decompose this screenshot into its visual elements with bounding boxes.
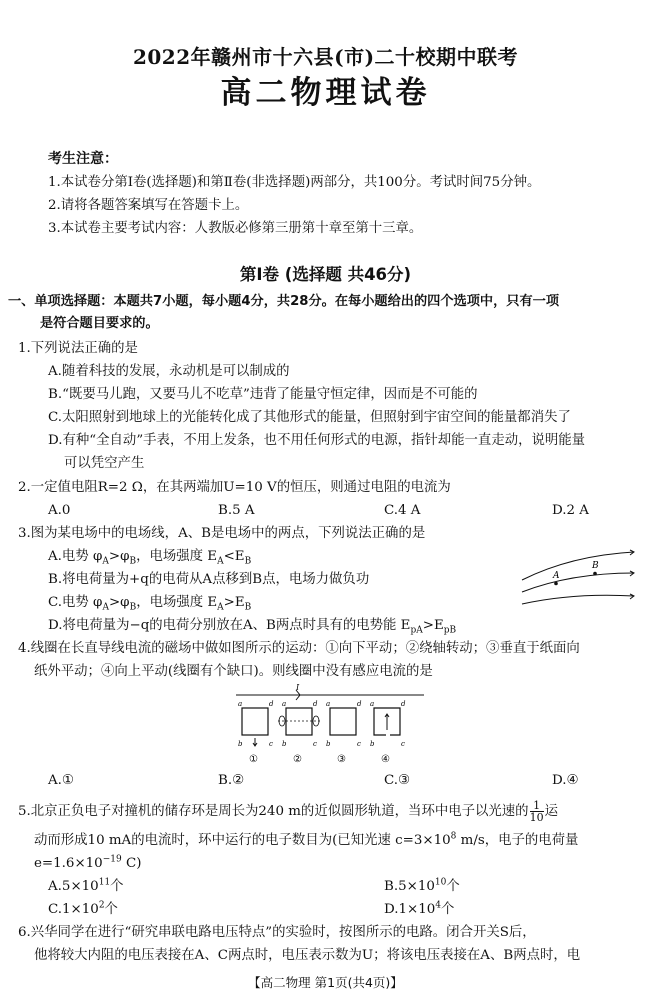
q1-option-a: A.随着科技的发展，永动机是可以制成的 <box>48 364 290 379</box>
q5-stem-line3: $e=1.6\times 10^{-19}$ C) <box>34 854 142 871</box>
notes-heading: 考生注意： <box>48 151 118 167</box>
note-item-1: 1.本试卷分第Ⅰ卷(选择题)和第Ⅱ卷(非选择题)两部分，共100分。考试时间75分钟。 <box>48 175 541 190</box>
note-item-2: 2.请将各题答案填写在答题卡上。 <box>48 198 249 213</box>
q3-stem: 3.图为某电场中的电场线，A、B是电场中的两点，下列说法正确的是 <box>18 526 426 541</box>
point-b-label: B <box>592 561 599 571</box>
svg-text:c: c <box>313 740 317 748</box>
svg-text:d: d <box>401 700 406 708</box>
svg-text:d: d <box>269 700 274 708</box>
svg-text:d: d <box>313 700 318 708</box>
q4-option-b: B.② <box>218 773 245 788</box>
exam-title: 2022年赣州市十六县(市)二十校期中联考 <box>132 45 519 69</box>
q5-option-b: $B.5\times 10^{10}$个 <box>384 877 460 894</box>
svg-text:a: a <box>370 700 375 708</box>
q1-option-d-cont: 可以凭空产生 <box>64 456 145 471</box>
q6-stem-line2: 他将较大内阻的电压表接在A、C两点时，电压表示数为U；将该电压表接在A、B两点时，电 <box>34 948 581 963</box>
q5-stem-line1: 5.北京正负电子对撞机的储存环是周长为240 m的近似圆形轨道，当环中电子以光速的 $\frac{1}{10}$ 运 <box>18 799 558 824</box>
part1-instruction-line1: 一、单项选择题：本题共7小题，每小题4分，共28分。在每小题给出的四个选项中，只有一项 <box>8 294 560 309</box>
electric-field-lines-figure <box>518 540 638 612</box>
q2-option-b: B.5 A <box>218 503 255 518</box>
svg-text:b: b <box>370 740 375 748</box>
svg-text:b: b <box>326 740 331 748</box>
q2-option-a: A.0 <box>48 503 71 518</box>
fig-label-2: ② <box>293 754 302 765</box>
q6-stem-line1: 6.兴华同学在进行“研究串联电路电压特点”的实验时，按图所示的电路。闭合开关S后， <box>18 925 536 940</box>
q5-option-a: $A.5\times 10^{11}$个 <box>48 877 124 894</box>
fig-label-3: ③ <box>337 754 346 765</box>
exam-subject-title: 高二物理试卷 <box>220 75 431 111</box>
q1-option-c: C.太阳照射到地球上的光能转化成了其他形式的能量，但照射到宇宙空间的能量都消失了 <box>48 410 571 425</box>
svg-text:d: d <box>357 700 362 708</box>
q4-option-d: D.④ <box>552 773 579 788</box>
svg-text:a: a <box>326 700 331 708</box>
q1-option-b: B.“既要马儿跑，又要马儿不吃草”违背了能量守恒定律，因而是不可能的 <box>48 387 478 402</box>
fig-label-1: ① <box>249 754 258 765</box>
q5-stem-line2: 动而形成10 mA的电流时，环中运行的电子数目为(已知光速 $c=3\times 10^8$ m/s，电子的电荷量 <box>34 831 579 848</box>
q5-option-c: $C.1\times 10^2$个 <box>48 900 118 917</box>
section-title: 第Ⅰ卷 (选择题 共46分) <box>239 265 412 284</box>
svg-text:a: a <box>282 700 287 708</box>
q5-option-d: $D.1\times 10^4$个 <box>384 900 455 917</box>
q1-option-d: D.有种“全自动”手表，不用上发条，也不用任何形式的电源，指针却能一直走动，说明能量 <box>48 433 586 448</box>
coil-motion-figure <box>230 684 430 768</box>
q4-option-c: C.③ <box>384 773 411 788</box>
svg-text:c: c <box>269 740 273 748</box>
q2-option-d: D.2 A <box>552 503 589 518</box>
current-label: I <box>296 684 300 692</box>
note-item-3: 3.本试卷主要考试内容：人教版必修第三册第十章至第十三章。 <box>48 221 423 236</box>
fraction-one-tenth: $\frac{1}{10}$ <box>529 799 544 824</box>
svg-text:c: c <box>401 740 405 748</box>
q3-option-c: C.电势 $\varphi_A>\varphi_B$，电场强度 $E_A>E_B$ <box>48 595 252 613</box>
fig-label-4: ④ <box>381 754 390 765</box>
svg-text:b: b <box>238 740 243 748</box>
page-footer: 【高二物理 第1页(共4页)】 <box>248 975 403 990</box>
q4-stem-line1: 4.线圈在长直导线电流的磁场中做如图所示的运动：①向下平动；②绕轴转动；③垂直于纸面向 <box>18 641 580 656</box>
svg-text:b: b <box>282 740 287 748</box>
q3-option-b: B.将电荷量为+q的电荷从A点移到B点，电场力做负功 <box>48 572 370 587</box>
part1-instruction-line2: 是符合题目要求的。 <box>40 316 159 331</box>
point-a-label: A <box>553 571 560 581</box>
q2-option-c: C.4 A <box>384 503 421 518</box>
q4-option-a: A.① <box>48 773 74 788</box>
q3-option-d: D.将电荷量为−q的电荷分别放在A、B两点时具有的电势能 $E_{pA}>E_{pB}$ <box>48 618 457 636</box>
q1-stem: 1.下列说法正确的是 <box>18 341 138 356</box>
svg-text:c: c <box>357 740 361 748</box>
q2-stem: 2.一定值电阻R=2 Ω，在其两端加U=10 V的恒压，则通过电阻的电流为 <box>18 480 451 495</box>
q3-option-a: A.电势 $\varphi_A>\varphi_B$，电场强度 $E_A<E_B$ <box>48 549 252 567</box>
q4-stem-line2: 纸外平动；④向上平动(线圈有个缺口)。则线圈中没有感应电流的是 <box>34 664 433 679</box>
svg-text:a: a <box>238 700 243 708</box>
